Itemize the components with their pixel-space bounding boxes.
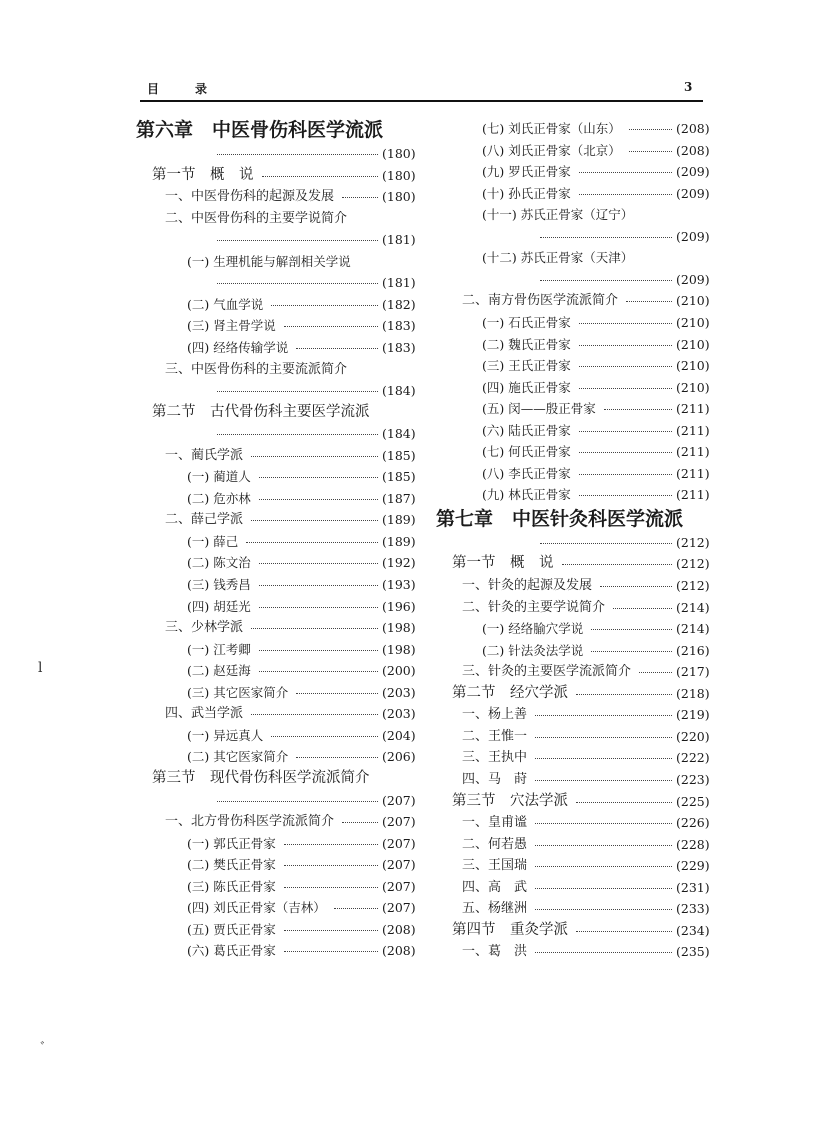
page-number: 3 <box>684 80 693 94</box>
dot-leader <box>579 495 672 496</box>
dot-leader <box>600 586 672 587</box>
toc-page-number: (229) <box>676 858 710 874</box>
toc-entry-title: 三、少林学派 <box>165 620 244 636</box>
toc-page-number: (183) <box>382 339 416 355</box>
toc-entry-title: 三、王执中 <box>462 750 528 766</box>
toc-entry-title: (三) 肾主骨学说 <box>187 318 276 334</box>
toc-page-number: (208) <box>676 121 710 136</box>
toc-page-number: (206) <box>382 749 416 765</box>
toc-entry <box>0 769 713 790</box>
toc-entry-title: 二、何若愚 <box>462 836 528 852</box>
toc-page-number: (216) <box>676 642 710 658</box>
toc-entry-title: (七) 何氏正骨家 <box>482 444 571 460</box>
toc-page-number: (212) <box>676 578 710 593</box>
toc-entry-title: 三、王国瑞 <box>462 858 528 874</box>
toc-page-number: (196) <box>382 598 416 614</box>
toc-entry <box>0 269 713 290</box>
toc-page-number: (180) <box>382 167 416 183</box>
toc-entry <box>0 161 713 182</box>
toc-page-number: (198) <box>382 620 416 636</box>
toc-entry-title: (七) 刘氏正骨家（山东） <box>482 121 621 136</box>
dot-leader <box>540 237 672 238</box>
toc-entry <box>0 226 713 247</box>
toc-entry <box>0 140 713 161</box>
toc-entry-title: 第四节 重灸学派 <box>452 921 568 938</box>
toc-page-number: (233) <box>676 901 710 917</box>
toc-page-number: (189) <box>382 512 416 528</box>
toc-entry-title: (一) 经络腧穴学说 <box>482 621 584 637</box>
toc-entry <box>0 183 713 204</box>
toc-entry <box>0 334 713 355</box>
toc-page-number: (207) <box>382 857 416 873</box>
toc-entry <box>0 204 713 225</box>
toc-page-number: (210) <box>676 293 710 309</box>
toc-page-number: (200) <box>382 663 416 679</box>
dot-leader <box>579 452 672 453</box>
toc-entry <box>0 747 713 768</box>
toc-entry-title: 第一节 概 说 <box>452 555 554 572</box>
dot-leader <box>579 323 672 324</box>
toc-entry-title: (五) 闵——殷正骨家 <box>482 401 596 417</box>
dot-leader <box>579 172 672 173</box>
toc-entry-title: (三) 陈氏正骨家 <box>187 878 276 894</box>
dot-leader <box>576 931 672 932</box>
toc-entry-title: (三) 其它医家简介 <box>187 684 289 700</box>
toc-entry-title: (一) 蔺道人 <box>187 469 251 485</box>
toc-entry-title: (一) 薛己 <box>187 533 239 549</box>
dot-leader <box>591 629 672 630</box>
toc-page-number: (189) <box>382 533 416 549</box>
dot-leader <box>562 564 673 565</box>
dot-leader <box>579 388 672 389</box>
toc-entry <box>0 898 713 919</box>
toc-page-number: (180) <box>382 189 416 205</box>
toc-entry-title: (六) 陆氏正骨家 <box>482 422 571 438</box>
toc-page-number: (222) <box>676 750 710 766</box>
dot-leader <box>535 909 672 910</box>
toc-page-number: (219) <box>676 707 710 723</box>
dot-leader <box>576 694 672 695</box>
toc-entry-title: 第三节 穴法学派 <box>452 792 568 809</box>
toc-page-number: (185) <box>382 447 416 463</box>
toc-entry-title: 二、针灸的主要学说简介 <box>462 599 606 615</box>
toc-page-number: (187) <box>382 490 416 506</box>
toc-page-number: (208) <box>676 142 710 158</box>
toc-page-number: (181) <box>382 232 416 248</box>
toc-entry <box>0 812 713 833</box>
toc-entry-title: 第一节 概 说 <box>152 166 254 183</box>
toc-page-number: (234) <box>676 922 710 938</box>
toc-page-number: (210) <box>676 358 710 374</box>
toc-page-number: (218) <box>676 685 710 701</box>
toc-entry-title: 一、皇甫谧 <box>462 815 528 831</box>
toc-entry-title: 二、王惟一 <box>462 728 528 744</box>
toc-page-number: (207) <box>382 792 416 808</box>
toc-entry <box>0 312 713 333</box>
toc-page-number: (210) <box>676 379 710 395</box>
scan-mark: ﾞ <box>40 1041 47 1057</box>
toc-entry-title: (二) 其它医家简介 <box>187 749 289 765</box>
toc-entry-title: 一、针灸的起源及发展 <box>462 578 593 593</box>
toc-entry-title: (三) 钱秀昌 <box>187 577 251 592</box>
toc-entry <box>0 398 713 419</box>
toc-page-number: (226) <box>676 815 710 831</box>
dot-leader <box>535 780 672 781</box>
toc-page-number: (223) <box>676 771 710 787</box>
toc-page-number: (212) <box>676 534 710 550</box>
toc-page-number: (212) <box>676 556 710 572</box>
dot-leader <box>629 129 672 130</box>
toc-entry <box>0 532 713 553</box>
toc-entry <box>0 463 713 484</box>
toc-entry-title: (四) 施氏正骨家 <box>482 379 571 395</box>
toc-entry <box>0 941 713 962</box>
toc-entry-title: 一、中医骨伤科的起源及发展 <box>165 189 335 205</box>
toc-page-number: (211) <box>676 401 710 417</box>
toc-entry <box>0 704 713 725</box>
dot-leader <box>535 715 672 716</box>
toc-entry-title: (二) 魏氏正骨家 <box>482 336 571 352</box>
dot-leader <box>579 366 672 367</box>
toc-entry-title: (一) 生理机能与解剖相关学说 <box>187 253 351 269</box>
toc-entry-title: (八) 李氏正骨家 <box>482 465 571 481</box>
toc-page-number: (207) <box>382 835 416 851</box>
toc-page-number: (209) <box>676 164 710 180</box>
toc-entry-title: (四) 经络传输学说 <box>187 339 289 355</box>
toc-page-number: (214) <box>676 621 710 637</box>
dot-leader <box>579 194 672 195</box>
toc-entry <box>0 877 713 898</box>
dot-leader <box>540 280 672 281</box>
dot-leader <box>591 651 672 652</box>
toc-page-number: (209) <box>676 185 710 201</box>
toc-entry-title: 第六章 中医骨伤科医学流派 <box>136 119 384 141</box>
toc-entry <box>0 683 713 704</box>
dot-leader <box>639 672 672 673</box>
toc-page-number: (211) <box>676 465 710 481</box>
toc-entry <box>0 118 713 139</box>
dot-leader <box>579 431 672 432</box>
toc-entry-title: (九) 罗氏正骨家 <box>482 164 571 180</box>
toc-page-number: (209) <box>676 271 710 287</box>
dot-leader <box>535 758 672 759</box>
toc-entry <box>0 618 713 639</box>
toc-page-number: (182) <box>382 296 416 312</box>
toc-entry-title: 第二节 经穴学派 <box>452 684 568 701</box>
toc-entry-title: 一、北方骨伤科医学流派简介 <box>165 814 335 830</box>
toc-page-number: (204) <box>382 727 416 743</box>
toc-page-number: (225) <box>676 793 710 809</box>
toc-entry <box>0 726 713 747</box>
toc-page-number: (228) <box>676 836 710 852</box>
toc-entry <box>0 661 713 682</box>
toc-page-number: (214) <box>676 599 710 615</box>
toc-entry-title: (二) 樊氏正骨家 <box>187 857 276 873</box>
toc-entry <box>0 420 713 441</box>
toc-entry <box>0 855 713 876</box>
toc-page-number: (211) <box>676 422 710 438</box>
toc-entry <box>0 834 713 855</box>
dot-leader <box>535 866 672 867</box>
toc-entry <box>0 484 713 505</box>
toc-entry <box>0 920 713 941</box>
toc-entry-title: 二、薛己学派 <box>165 512 244 528</box>
toc-page-number: (211) <box>676 487 710 503</box>
dot-leader <box>540 543 672 544</box>
toc-page-number: (203) <box>382 706 416 722</box>
toc-entry-title: (十一) 苏氏正骨家（辽宁） <box>482 207 634 223</box>
toc-entry-title: (四) 胡廷光 <box>187 598 251 614</box>
toc-entry-title: (十) 孙氏正骨家 <box>482 185 571 201</box>
toc-page-number: (208) <box>382 943 416 959</box>
toc-entry-title: (六) 葛氏正骨家 <box>187 943 276 959</box>
toc-entry-title: (二) 针法灸法学说 <box>482 642 584 658</box>
toc-entry <box>0 553 713 574</box>
dot-leader <box>626 301 672 302</box>
toc-entry <box>0 441 713 462</box>
dot-leader <box>535 823 672 824</box>
toc-entry-title: (十二) 苏氏正骨家（天津） <box>482 250 634 266</box>
toc-page-number: (198) <box>382 641 416 657</box>
toc-page-number: (203) <box>382 684 416 700</box>
toc-entry-title: 一、杨上善 <box>462 707 528 723</box>
dot-leader <box>604 409 672 410</box>
running-header-title: 目 录 <box>147 82 220 96</box>
toc-entry-title: (五) 贾氏正骨家 <box>187 921 276 937</box>
toc-entry <box>0 791 713 812</box>
dot-leader <box>535 888 672 889</box>
toc-page-number: (193) <box>382 577 416 592</box>
toc-entry-title: 三、中医骨伤科的主要流派简介 <box>165 361 348 377</box>
toc-entry <box>0 597 713 618</box>
dot-leader <box>576 802 672 803</box>
toc-entry-title: 四、马 莳 <box>462 771 528 787</box>
toc-entry-title: 一、葛 洪 <box>462 944 528 960</box>
toc-page-number: (185) <box>382 469 416 485</box>
toc-page-number: (210) <box>676 314 710 330</box>
toc-page-number: (183) <box>382 318 416 334</box>
toc-entry-title: (一) 江考卿 <box>187 641 251 657</box>
toc-entry-title: 四、武当学派 <box>165 706 244 722</box>
toc-page-number: (207) <box>382 900 416 916</box>
dot-leader <box>535 952 672 953</box>
toc-entry <box>0 506 713 532</box>
toc-entry-title: (二) 气血学说 <box>187 296 264 312</box>
toc-page-number: (192) <box>382 555 416 571</box>
toc-page-number: (235) <box>676 944 710 960</box>
toc-entry-title: 二、中医骨伤科的主要学说简介 <box>165 210 348 226</box>
toc-entry-title: (二) 危亦林 <box>187 490 251 506</box>
dot-leader <box>579 474 672 475</box>
scan-mark: ⅼ <box>38 660 43 676</box>
toc-entry-title: 二、南方骨伤医学流派简介 <box>462 293 619 309</box>
dot-leader <box>535 845 672 846</box>
toc-page-number: (217) <box>676 664 710 680</box>
toc-entry-title: (一) 石氏正骨家 <box>482 314 571 330</box>
dot-leader <box>535 737 672 738</box>
toc-entry <box>0 575 713 596</box>
toc-page-number: (210) <box>676 336 710 352</box>
toc-entry <box>0 247 713 268</box>
toc-entry-title: 五、杨继洲 <box>462 901 528 917</box>
toc-page-number: (184) <box>382 383 416 399</box>
toc-entry-title: 三、针灸的主要医学流派简介 <box>462 664 632 680</box>
toc-entry-title: 第三节 现代骨伤科医学流派简介 <box>152 769 370 786</box>
toc-entry-title: (二) 陈文治 <box>187 555 251 571</box>
toc-entry-title: 第七章 中医针灸科医学流派 <box>436 507 684 530</box>
toc-entry <box>0 377 713 398</box>
toc-entry <box>0 640 713 661</box>
toc-page-number: (181) <box>382 275 416 291</box>
toc-entry <box>0 290 713 311</box>
toc-page-number: (220) <box>676 728 710 744</box>
toc-entry-title: (八) 刘氏正骨家（北京） <box>482 142 621 158</box>
toc-entry-title: (一) 异远真人 <box>187 727 264 743</box>
toc-entry-title: (三) 王氏正骨家 <box>482 358 571 374</box>
toc-entry-title: (九) 林氏正骨家 <box>482 487 571 503</box>
toc-page-number: (231) <box>676 879 710 895</box>
toc-page-number: (184) <box>382 426 416 442</box>
dot-leader <box>613 608 672 609</box>
toc-entry <box>0 355 713 376</box>
toc-page-number: (211) <box>676 444 710 460</box>
toc-page-number: (207) <box>382 878 416 894</box>
toc-page-number: (208) <box>382 921 416 937</box>
dot-leader <box>579 345 672 346</box>
toc-entry-title: 第二节 古代骨伤科主要医学流派 <box>152 403 370 420</box>
header-rule <box>140 100 703 102</box>
dot-leader <box>629 151 672 152</box>
toc-entry-title: (一) 郭氏正骨家 <box>187 835 276 851</box>
toc-entry-title: (二) 赵廷海 <box>187 663 251 679</box>
toc-entry-title: 四、高 武 <box>462 879 528 895</box>
toc-page-number: (209) <box>676 228 710 244</box>
toc-entry-title: 一、蔺氏学派 <box>165 447 244 463</box>
toc-page-number: (180) <box>382 146 416 161</box>
toc-page-number: (207) <box>382 814 416 830</box>
toc-entry-title: (四) 刘氏正骨家（吉林） <box>187 900 326 916</box>
